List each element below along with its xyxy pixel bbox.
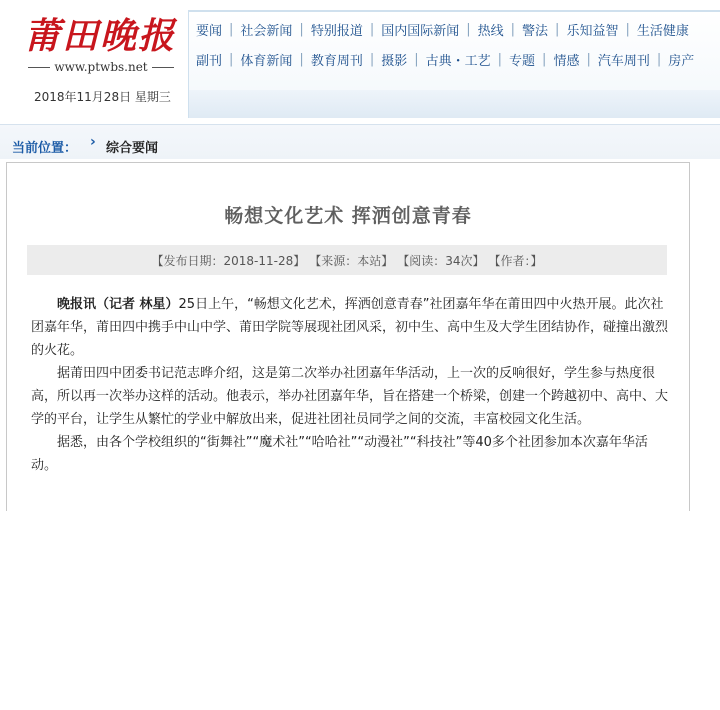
nav-item-photo[interactable]: 摄影	[381, 53, 408, 69]
article-author: 【作者：】	[488, 253, 543, 268]
chevron-right-icon: ›	[90, 134, 96, 150]
nav-row-1: 要闻 | 社会新闻 | 特别报道 | 国内国际新闻 | 热线 | 警法 | 乐知益智 | 生活健康	[189, 14, 696, 44]
article-source: 【来源：本站】	[309, 253, 394, 268]
nav-item-emotion[interactable]: 情感	[553, 53, 580, 69]
breadcrumb-label: 当前位置：	[12, 141, 78, 156]
article-body	[31, 293, 671, 477]
article-lead: 晚报讯（记者 林星）	[57, 297, 179, 312]
article-paragraph-3: 据悉，由各个学校组织的“街舞社”“魔术社”“哈哈社”“动漫社”“科技社”等40多个社团参加本次嘉年华活动。	[31, 435, 648, 473]
article-panel	[6, 162, 690, 511]
site-header	[0, 0, 720, 118]
article-meta	[27, 245, 667, 275]
article-paragraph-1	[31, 293, 671, 362]
nav-item-topics[interactable]: 专题	[509, 53, 536, 69]
nav-item-supplement[interactable]: 副刊	[196, 53, 223, 69]
nav-item-classic-craft[interactable]: 古典・工艺	[425, 53, 491, 69]
nav-row-2: 副刊 | 体育新闻 | 教育周刊 | 摄影 | 古典・工艺 | 专题 | 情感 | 汽车周刊 | 房产	[189, 44, 701, 74]
view-count: 【阅读：34次】	[397, 253, 485, 268]
site-logo[interactable]	[22, 8, 182, 80]
breadcrumb	[0, 124, 720, 159]
nav-item-education[interactable]: 教育周刊	[310, 53, 363, 69]
nav-item-world-news[interactable]: 国内国际新闻	[381, 23, 460, 39]
breadcrumb-current[interactable]: 综合要闻	[106, 141, 159, 156]
nav-item-special-report[interactable]: 特别报道	[310, 23, 363, 39]
nav-item-auto[interactable]: 汽车周刊	[597, 53, 650, 69]
nav-item-social-news[interactable]: 社会新闻	[240, 23, 293, 39]
article-paragraph-2: 据莆田四中团委书记范志晔介绍，这是第二次举办社团嘉年华活动，上一次的反响很好，学生参与热度很高，所以再一次举办这样的活动。他表示，举办社团嘉年华，旨在搭建一个桥梁，创建一个跨越初中、高中、大学的平台，让学生从繁忙的学业中解放出来，促进社团社员同学之间的交流，丰富校园文化生活。	[31, 366, 669, 427]
nav-bottom-band	[189, 90, 720, 118]
article-paragraph-1-text: 25日上午，“畅想文化艺术，挥洒创意青春”社团嘉年华在莆田四中火热开展。此次社团嘉年华，莆田四中携手中山中学、莆田学院等展现社团风采，初中生、高中生及大学生团结协作，碰撞出激烈的火花。	[31, 297, 669, 358]
logo-title: 莆田晚报	[24, 15, 177, 57]
nav-item-yaowen[interactable]: 要闻	[196, 23, 223, 39]
nav-item-realestate[interactable]: 房产	[668, 53, 695, 69]
nav-item-hotline[interactable]: 热线	[477, 23, 504, 39]
publish-date: 【发布日期：2018-11-28】	[151, 253, 306, 268]
article-title: 畅想文化艺术 挥洒创意青春	[224, 205, 472, 227]
logo-url: www.ptwbs.net	[22, 60, 180, 74]
nav-item-health[interactable]: 生活健康	[636, 23, 689, 39]
main-nav	[188, 12, 720, 118]
nav-item-knowledge[interactable]: 乐知益智	[566, 23, 619, 39]
nav-item-police-law[interactable]: 警法	[522, 23, 549, 39]
current-date: 2018年11月28日 星期三	[34, 90, 171, 104]
nav-item-sports[interactable]: 体育新闻	[240, 53, 293, 69]
